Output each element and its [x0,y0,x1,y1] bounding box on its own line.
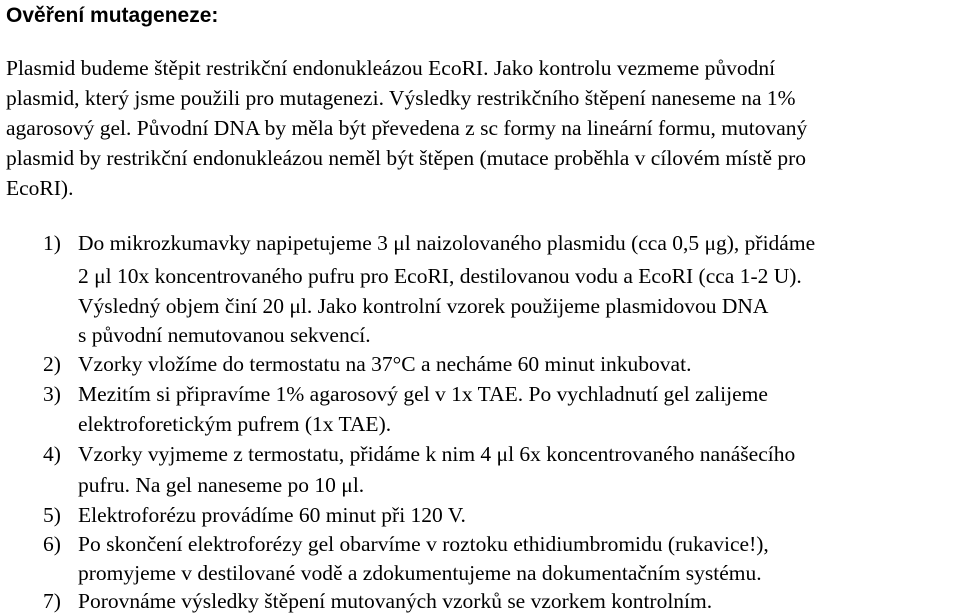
step-number: 1) [43,231,61,255]
step-line: pufru. Na gel naneseme po 10 μl. [78,473,365,497]
step-line: 2 μl 10x koncentrovaného pufru pro EcoRI, destilovanou vodu a EcoRI (cca 1-2 U). [78,264,802,288]
intro-line: plasmid by restrikční endonukleázou neměl být štěpen (mutace proběhla v cílovém místě pro [6,146,807,170]
step-line: Výsledný objem činí 20 μl. Jako kontrolní vzorek použijeme plasmidovou DNA [78,294,769,318]
step-line: s původní nemutovanou sekvencí. [78,323,371,347]
step-line: Po skončení elektroforézy gel obarvíme v roztoku ethidiumbromidu (rukavice!), [78,532,769,556]
step-line: Vzorky vyjmeme z termostatu, přidáme k nim 4 μl 6x koncentrovaného nanášecího [78,442,796,466]
intro-line: EcoRI). [6,176,74,200]
section-heading: Ověření mutageneze: [6,4,219,27]
intro-line: plasmid, který jsme použili pro mutagenezi. Výsledky restrikčního štěpení naneseme na 1% [6,86,796,110]
step-number: 7) [43,589,61,613]
step-number: 5) [43,503,61,527]
step-number: 2) [43,352,61,376]
step-line: Porovnáme výsledky štěpení mutovaných vzorků se vzorkem kontrolním. [78,589,713,613]
step-line: Mezitím si připravíme 1% agarosový gel v 1x TAE. Po vychladnutí gel zalijeme [78,382,768,406]
step-line: Elektroforézu provádíme 60 minut při 120 V. [78,503,466,527]
step-number: 4) [43,442,61,466]
step-number: 6) [43,532,61,556]
step-line: Vzorky vložíme do termostatu na 37°C a necháme 60 minut inkubovat. [78,352,692,376]
intro-line: agarosový gel. Původní DNA by měla být převedena z sc formy na lineární formu, mutovaný [6,116,808,140]
step-line: promyjeme v destilované vodě a zdokumentujeme na dokumentačním systému. [78,561,762,585]
step-number: 3) [43,382,61,406]
intro-line: Plasmid budeme štěpit restrikční endonukleázou EcoRI. Jako kontrolu vezmeme původní [6,56,776,80]
step-line: Do mikrozkumavky napipetujeme 3 μl naizolovaného plasmidu (cca 0,5 μg), přidáme [78,231,816,255]
step-line: elektroforetickým pufrem (1x TAE). [78,412,392,436]
